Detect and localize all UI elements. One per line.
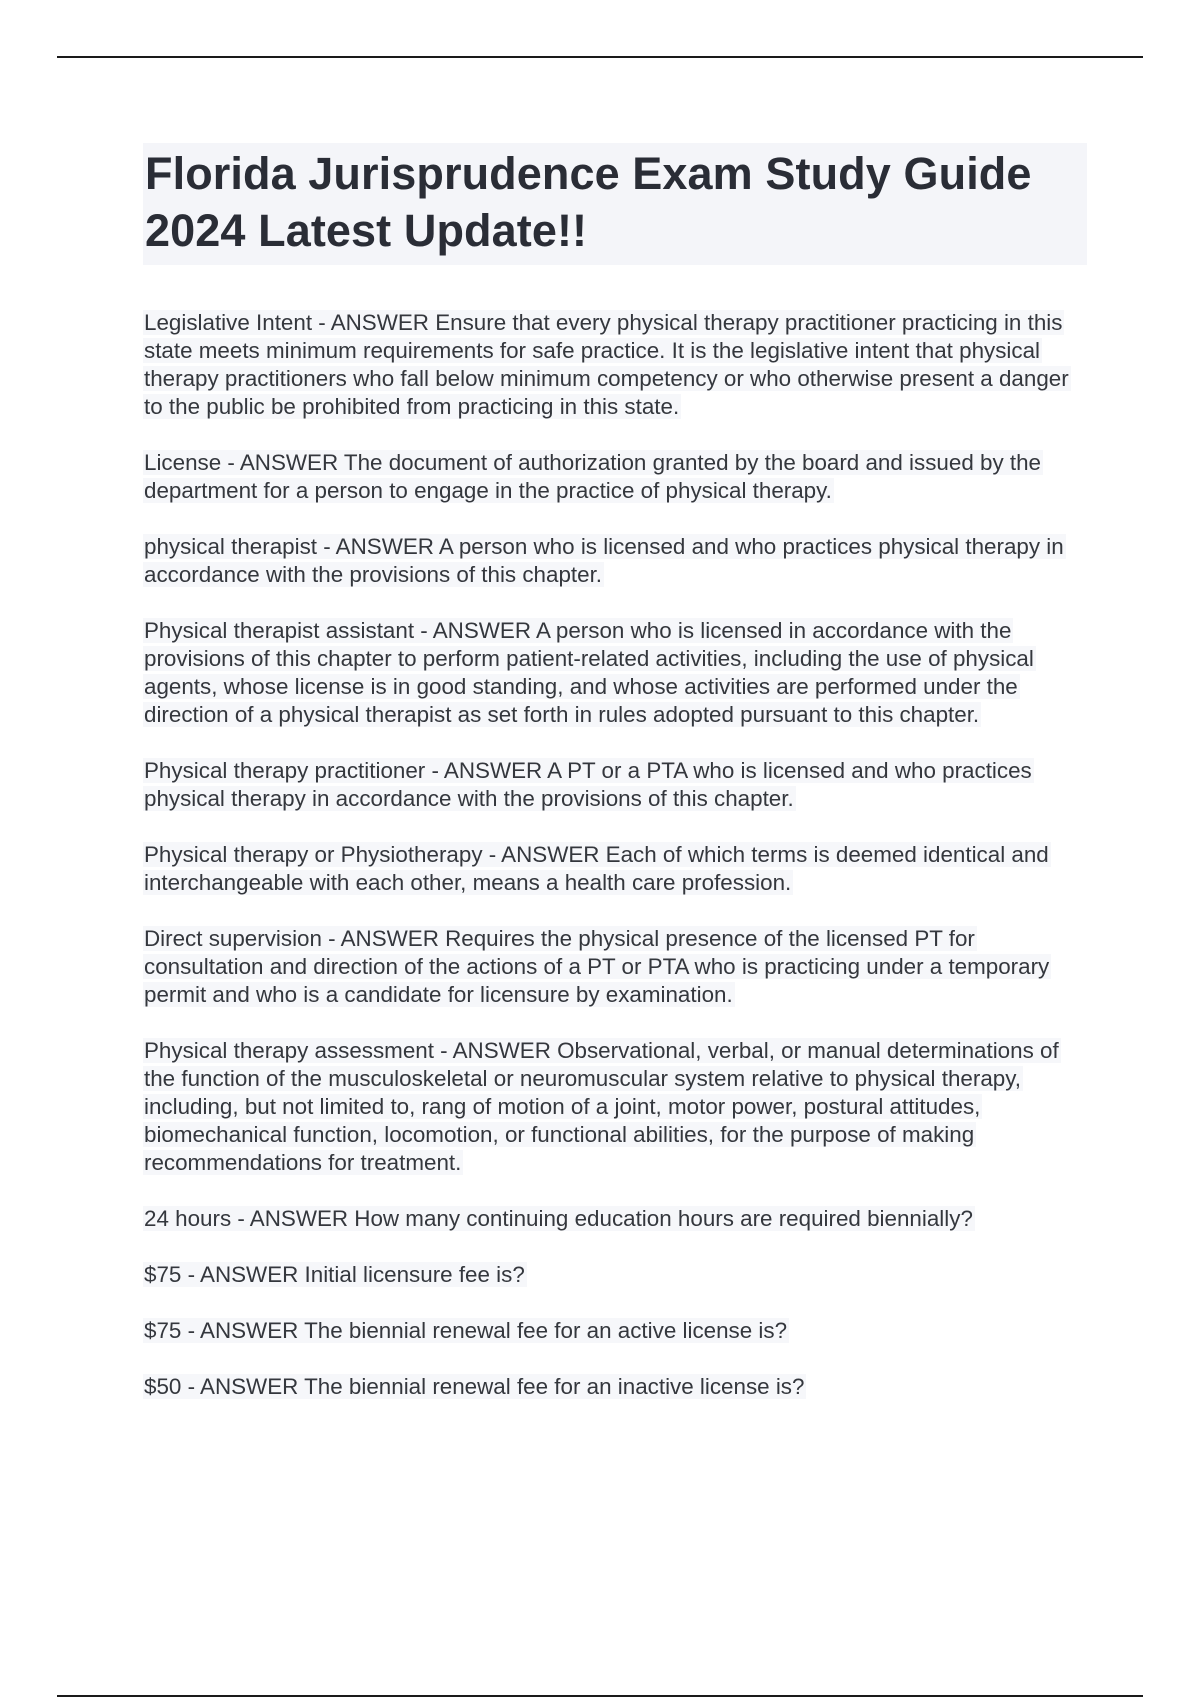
entry-text: 24 hours - ANSWER How many continuing education hours are required biennially? <box>144 1206 973 1231</box>
entry-physical-therapy-assessment <box>143 1037 1093 1177</box>
entry-list <box>143 309 1093 1429</box>
entry-text: Physical therapy practitioner - ANSWER A PT or a PTA who is licensed and who practices physical therapy in accordance with the provisions of this chapter. <box>144 758 1032 811</box>
entry-text: physical therapist - ANSWER A person who is licensed and who practices physical therapy in accordance with the provisions of this chapter. <box>144 534 1064 587</box>
entry-active-renewal-fee <box>143 1317 1093 1345</box>
entry-license <box>143 449 1093 505</box>
entry-text: Physical therapist assistant - ANSWER A person who is licensed in accordance with the provisions of this chapter to perform patient-related activities, including the use of physical agents, whose license is in good standing, and whose activities are performed under the direction of a physical therapist as set forth in rules adopted pursuant to this chapter. <box>144 618 1034 727</box>
entry-initial-licensure-fee <box>143 1261 1093 1289</box>
entry-continuing-education-hours <box>143 1205 1093 1233</box>
entry-text: Physical therapy assessment - ANSWER Observational, verbal, or manual determinations of the function of the musculoskeletal or neuromuscular system relative to physical therapy, including, but not limited to, rang of motion of a joint, motor power, postural attitudes, biomechanical function, locomotion, or functional abilities, for the purpose of making recommendations for treatment. <box>144 1038 1059 1175</box>
bottom-divider <box>57 1695 1143 1697</box>
entry-text: Direct supervision - ANSWER Requires the physical presence of the licensed PT for consultation and direction of the actions of a PT or PTA who is practicing under a temporary permit and who is a candidate for licensure by examination. <box>144 926 1050 1007</box>
entry-text: Legislative Intent - ANSWER Ensure that every physical therapy practitioner practicing in this state meets minimum requirements for safe practice. It is the legislative intent that physical therapy practitioners who fall below minimum competency or who otherwise present a danger to the public be prohibited from practicing in this state. <box>144 310 1069 419</box>
entry-text: $75 - ANSWER The biennial renewal fee for an active license is? <box>144 1318 788 1343</box>
entry-text: License - ANSWER The document of authorization granted by the board and issued by the department for a person to engage in the practice of physical therapy. <box>144 450 1041 503</box>
entry-text: $50 - ANSWER The biennial renewal fee for an inactive license is? <box>144 1374 805 1399</box>
entry-physical-therapist-assistant <box>143 617 1093 729</box>
entry-text: Physical therapy or Physiotherapy - ANSWER Each of which terms is deemed identical and interchangeable with each other, means a health care profession. <box>144 842 1049 895</box>
entry-physical-therapist <box>143 533 1093 589</box>
document-title: Florida Jurisprudence Exam Study Guide 2024 Latest Update!! <box>145 148 1032 256</box>
entry-inactive-renewal-fee <box>143 1373 1093 1401</box>
top-divider <box>57 56 1143 58</box>
title-block <box>143 143 1087 265</box>
entry-physical-therapy-practitioner <box>143 757 1093 813</box>
entry-direct-supervision <box>143 925 1093 1009</box>
entry-text: $75 - ANSWER Initial licensure fee is? <box>144 1262 525 1287</box>
entry-physiotherapy <box>143 841 1093 897</box>
entry-legislative-intent <box>143 309 1093 421</box>
